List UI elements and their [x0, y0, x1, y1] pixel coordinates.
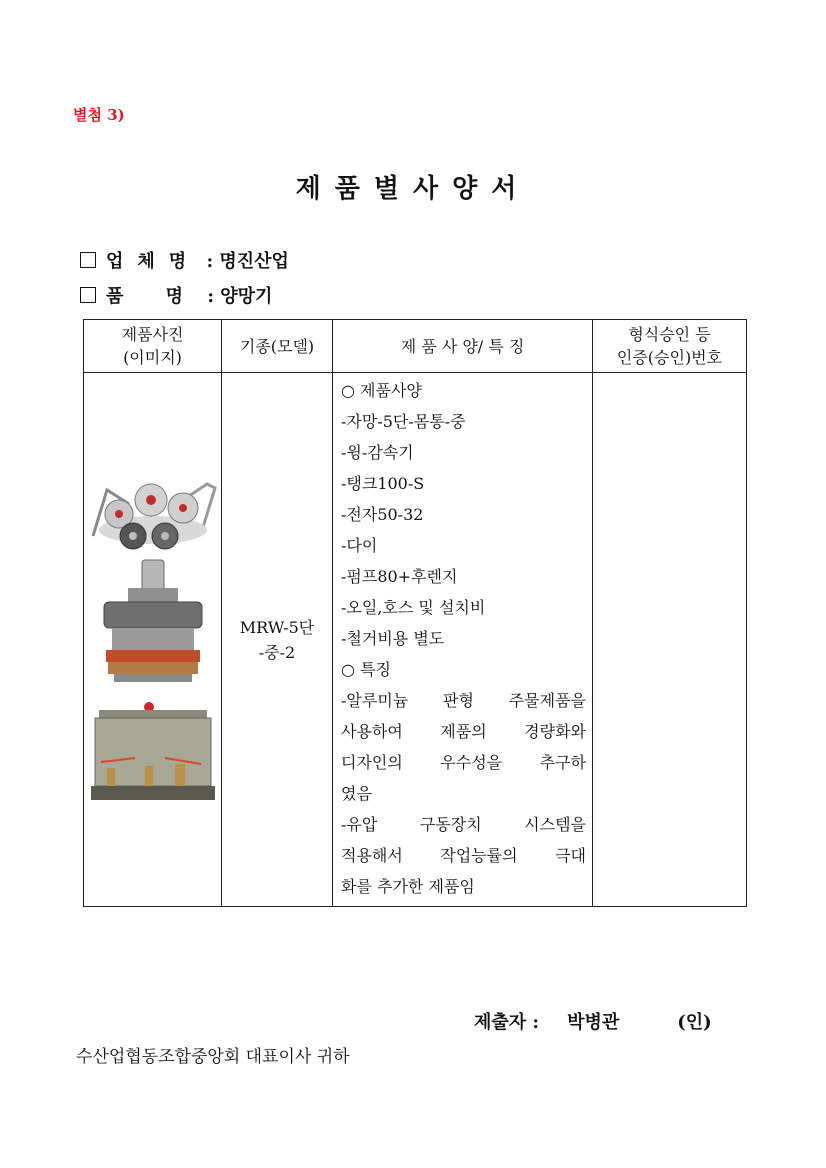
- company-label: 업체명: [106, 251, 201, 272]
- spec-line: -자망-5단-몸통-중: [341, 412, 466, 431]
- seal-mark: (인): [677, 1012, 712, 1033]
- company-field: [80, 247, 289, 273]
- recipient: 수산업협동조합중앙회 대표이사 귀하: [76, 1047, 350, 1067]
- spec-line: -오일,호스 및 설치비: [341, 598, 486, 617]
- company-value: 명진산업: [219, 251, 289, 272]
- spec-line: -펌프80+후렌지: [341, 567, 458, 586]
- spec-line: 디자인의 우수성을 추구하: [341, 753, 586, 772]
- spec-line: -알루미늄 판형 주물제품을: [341, 691, 586, 710]
- header-model: 기종(모델): [222, 320, 333, 373]
- product-field: [80, 282, 272, 308]
- table-header-row: [84, 320, 747, 373]
- spec-line: 화를 추가한 제품임: [341, 877, 475, 896]
- product-photos: [84, 373, 222, 907]
- spec-line: -철거비용 별도: [341, 629, 445, 648]
- spec-line: 적용해서 작업능률의 극대: [341, 846, 586, 865]
- submitter: [474, 1008, 712, 1034]
- header-spec: 제 품 사 양/ 특 징: [333, 320, 593, 373]
- spec-line: 사용하여 제품의 경량화와: [341, 722, 586, 741]
- spec-line: -전자50-32: [341, 505, 424, 524]
- roller-assembly-image: [89, 478, 217, 556]
- product-value: 양망기: [220, 286, 273, 307]
- submitter-name: 박병관: [567, 1012, 620, 1033]
- product-label: 품 명: [106, 286, 202, 307]
- header-photo: 제품사진 (이미지): [84, 320, 222, 373]
- spec-line: ○ 제품사양: [341, 381, 422, 400]
- table-row: [84, 373, 747, 907]
- spec-line: -다이: [341, 536, 378, 555]
- spec-line: -유압 구동장치 시스템을: [341, 815, 586, 834]
- spec-table: [83, 319, 747, 907]
- hydraulic-motor-image: [98, 558, 208, 686]
- product-sep: :: [201, 286, 221, 307]
- spec-cell: [333, 373, 593, 907]
- checkbox-icon: [80, 287, 96, 303]
- company-sep: :: [200, 251, 220, 272]
- attachment-label: 별첨 3): [73, 106, 125, 124]
- spec-line: -탱크100-S: [341, 474, 425, 493]
- spec-line: ○ 특징: [341, 660, 391, 679]
- oil-tank-image: [89, 700, 217, 802]
- spec-line: 였음: [341, 784, 372, 803]
- header-cert: 형식승인 등 인증(승인)번호: [593, 320, 747, 373]
- model-cell: MRW-5단 -중-2: [222, 373, 333, 907]
- document-title: 제품별사양서: [295, 174, 531, 204]
- cert-cell: [593, 373, 747, 907]
- spec-line: -윙-감속기: [341, 443, 414, 462]
- submitter-label: 제출자 :: [474, 1012, 540, 1033]
- checkbox-icon: [80, 252, 96, 268]
